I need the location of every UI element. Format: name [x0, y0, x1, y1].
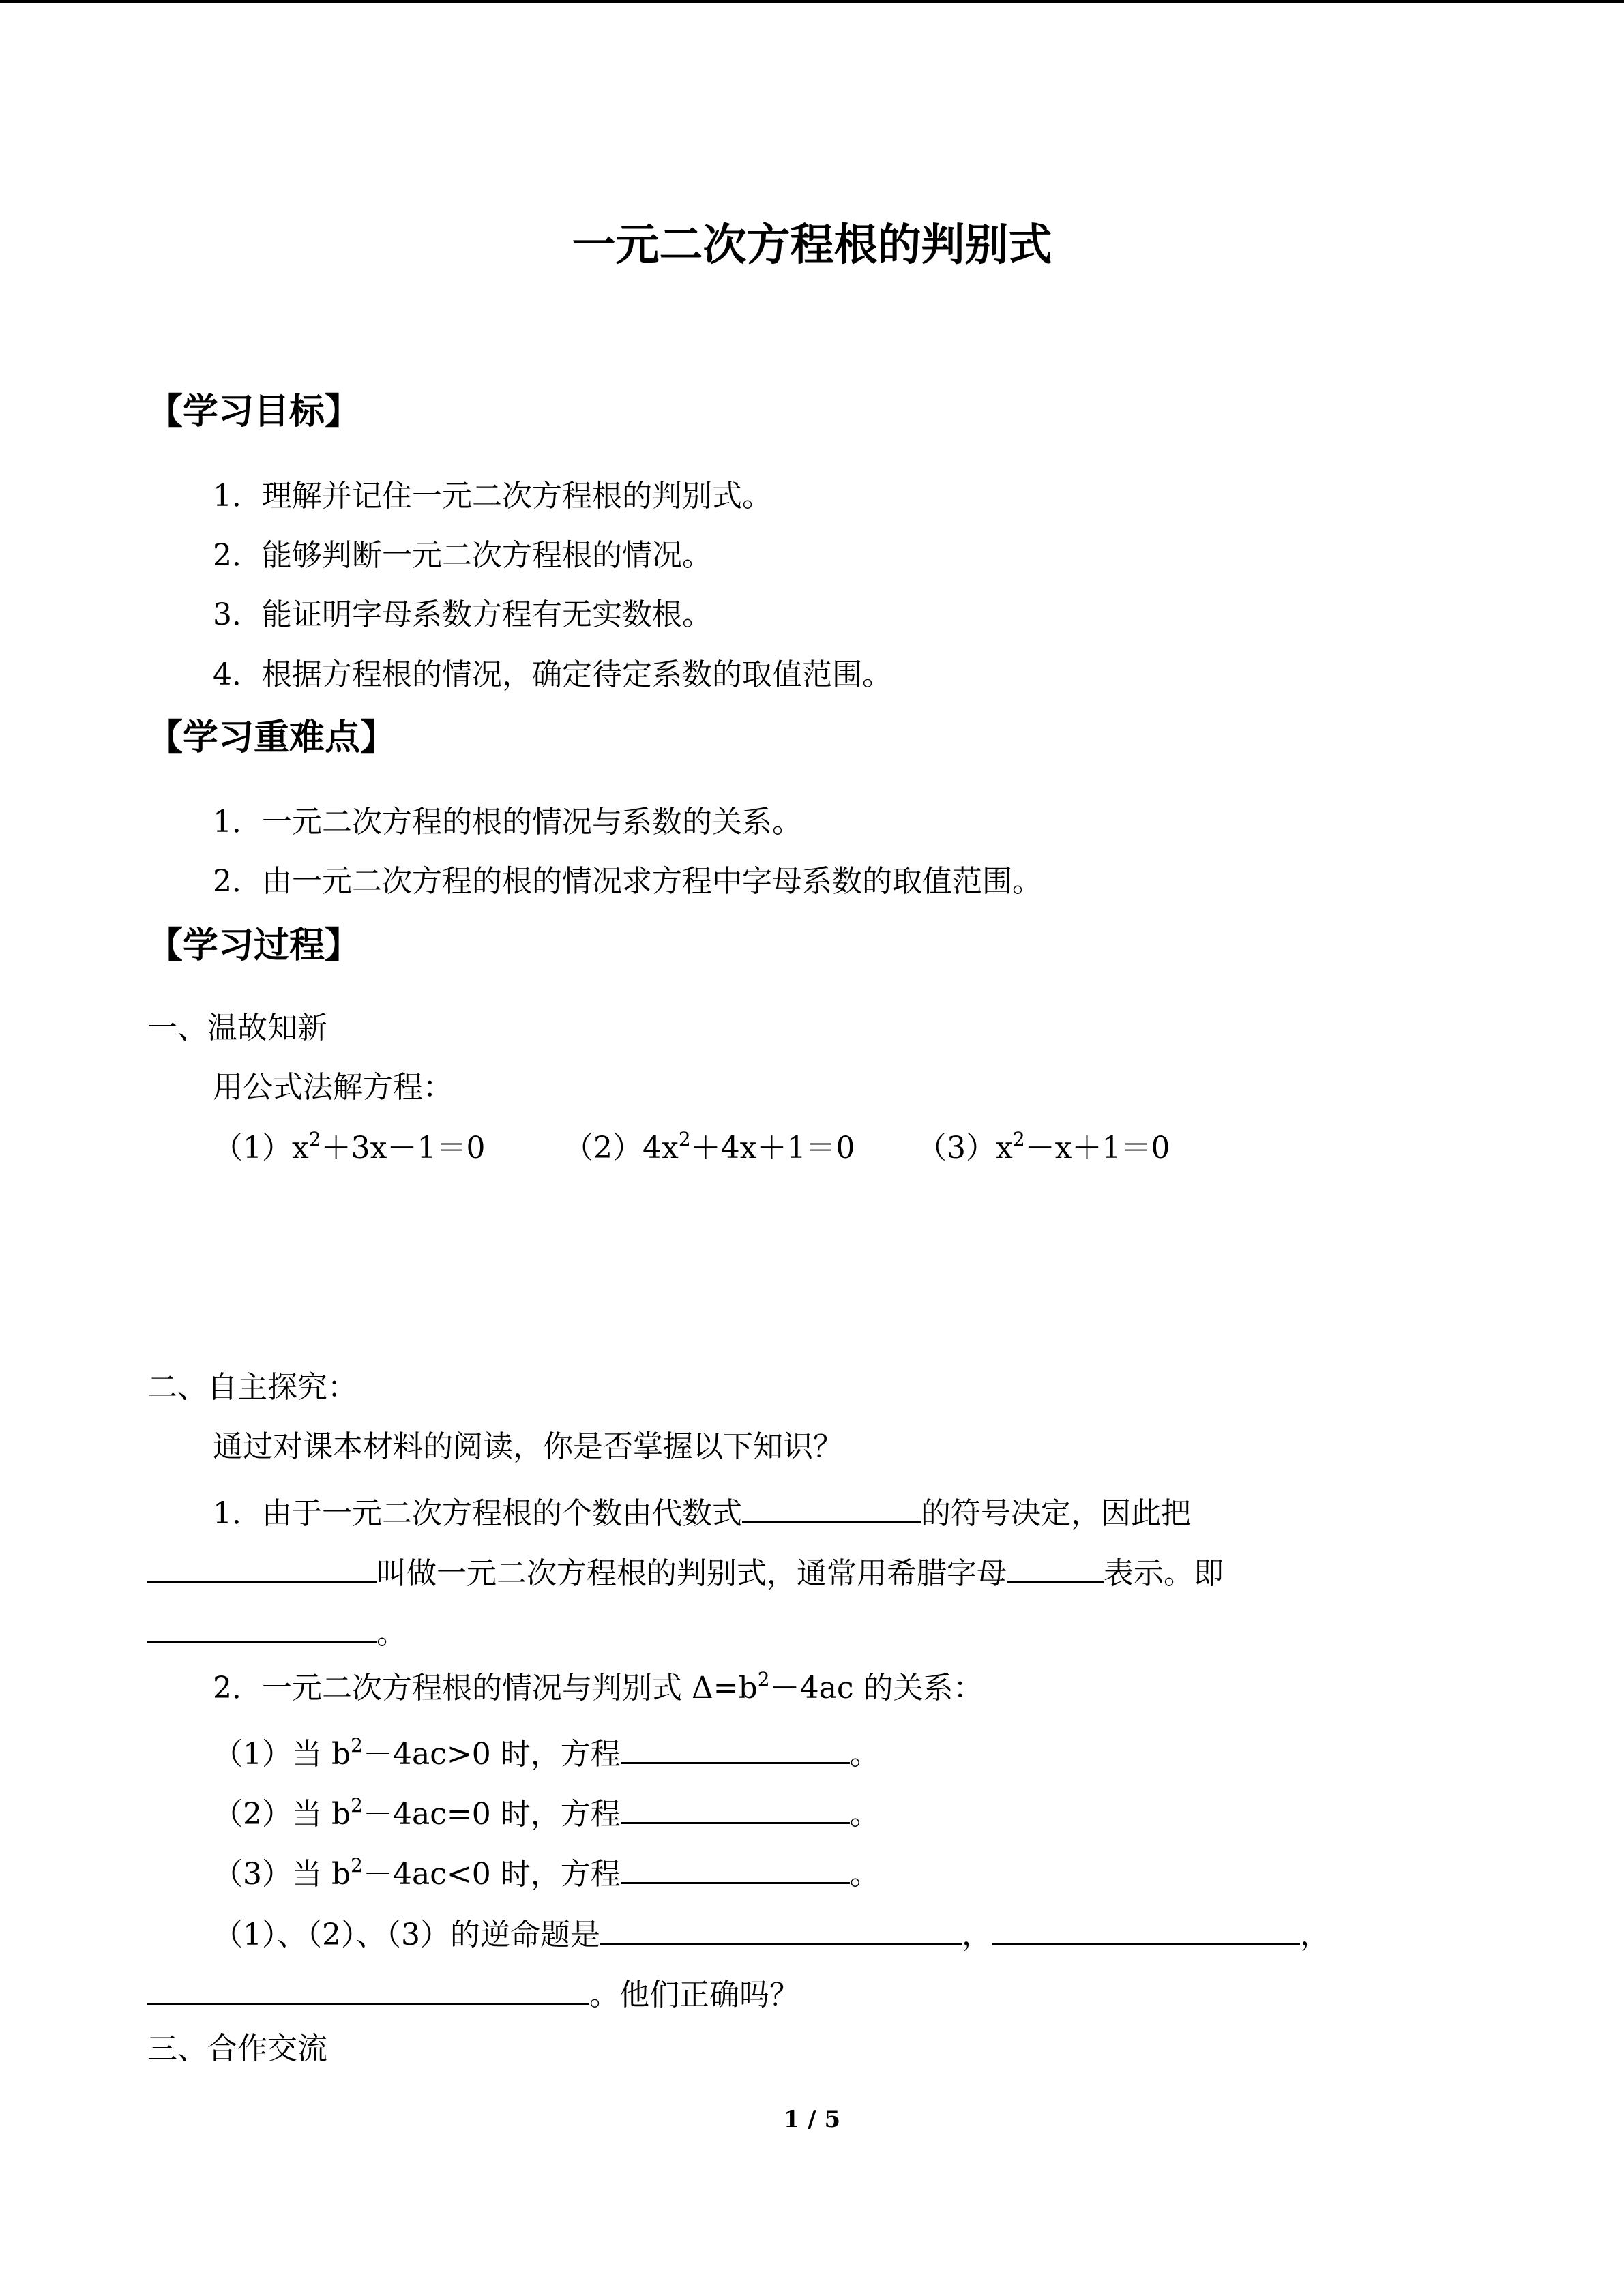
goal-item: 3．能证明字母系数方程有无实数根。	[213, 597, 712, 632]
goal-item: 4．根据方程根的情况，确定待定系数的取值范围。	[213, 657, 892, 692]
part1-instruction: 用公式法解方程：	[213, 1070, 453, 1105]
part1-heading: 一、温故知新	[147, 1011, 327, 1045]
keypoint-item: 1．一元二次方程的根的情况与系数的关系。	[213, 805, 802, 839]
converse-line-1: （1）、（2）、（3）的逆命题是 ， ，	[213, 1910, 1330, 1954]
answer-blank[interactable]	[621, 1789, 850, 1824]
answer-blank[interactable]	[621, 1729, 850, 1764]
answer-blank[interactable]	[600, 1910, 962, 1945]
part3-heading: 三、合作交流	[147, 2031, 327, 2066]
equation-row	[213, 1129, 1509, 1167]
converse-line-2: 。他们正确吗？	[147, 1970, 799, 2014]
case-3: （3）当 $b^2-4ac<0$ 时，方程 。	[213, 1849, 880, 1894]
section-heading-keypoints: 【学习重难点】	[147, 717, 396, 758]
page-title: 一元二次方程根的判别式	[572, 220, 1052, 271]
equation-3: $(3)x^2-x+1=0$	[917, 1128, 1170, 1165]
case-1: （1）当 $b^2-4ac>0$ 时，方程 。	[213, 1729, 880, 1774]
top-border	[0, 0, 1624, 3]
case-2: （2）当 $b^2-4ac=0$ 时，方程 。	[213, 1789, 880, 1834]
answer-blank[interactable]	[147, 1970, 589, 2005]
answer-blank[interactable]	[147, 1609, 377, 1643]
section-heading-goals: 【学习目标】	[147, 391, 361, 432]
question-1-line-3: 。	[147, 1609, 407, 1653]
question-1-line-2: 叫做一元二次方程根的判别式，通常用希腊字母 表示。即	[147, 1549, 1224, 1593]
answer-blank[interactable]	[992, 1910, 1300, 1945]
goal-item: 1．理解并记住一元二次方程根的判别式。	[213, 479, 772, 513]
part2-intro: 通过对课本材料的阅读，你是否掌握以下知识？	[213, 1429, 843, 1464]
page-number: 1 / 5	[783, 2106, 841, 2133]
keypoint-item: 2．由一元二次方程的根的情况求方程中字母系数的取值范围。	[213, 864, 1042, 899]
part2-heading: 二、自主探究：	[147, 1370, 357, 1405]
equation-2: $(2)4x^2+4x+1=0$	[563, 1128, 855, 1165]
question-1-line-1: 1．由于一元二次方程根的个数由代数式 的符号决定，因此把	[213, 1489, 1191, 1533]
answer-blank[interactable]	[1007, 1549, 1104, 1583]
question-2: 2．一元二次方程根的情况与判别式 $\Delta=b^2-4ac$ 的关系：	[213, 1668, 984, 1705]
section-heading-process: 【学习过程】	[147, 925, 361, 966]
answer-blank[interactable]	[147, 1549, 377, 1583]
equation-1: $(1)x^2+3x-1=0$	[213, 1128, 486, 1165]
answer-blank[interactable]	[621, 1849, 850, 1884]
goal-item: 2．能够判断一元二次方程根的情况。	[213, 538, 712, 573]
answer-blank[interactable]	[742, 1489, 921, 1523]
